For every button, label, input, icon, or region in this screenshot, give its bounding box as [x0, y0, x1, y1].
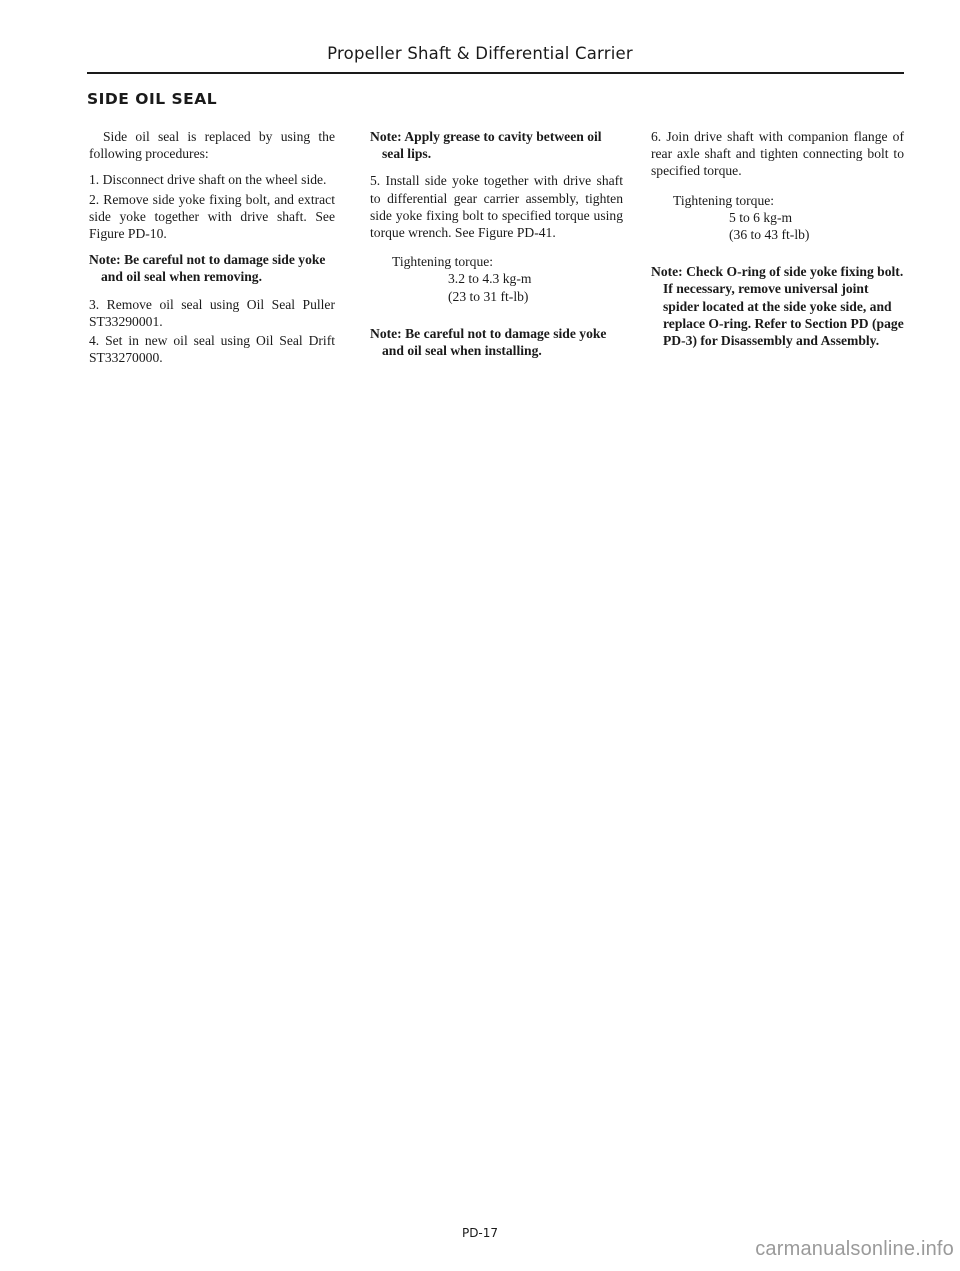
torque-spec-drive-shaft: [651, 192, 904, 244]
watermark-text: carmanualsonline.info: [755, 1238, 954, 1260]
torque-label: Tightening torque:: [392, 254, 494, 270]
page-header: Propeller Shaft & Differential Carrier: [327, 44, 633, 63]
intro-paragraph: Side oil seal is replaced by using the following procedures:: [89, 129, 335, 162]
note-grease: Note: Apply grease to cavity between oil seal lips.: [370, 129, 602, 162]
torque-imperial: (36 to 43 ft-lb): [729, 227, 810, 243]
torque-label: Tightening torque:: [673, 192, 775, 208]
step-1: 1. Disconnect drive shaft on the wheel side.: [89, 172, 327, 188]
column-right: [651, 128, 904, 359]
header-rule: [87, 72, 904, 74]
note-installing: Note: Be careful not to damage side yoke and oil seal when installing.: [370, 325, 607, 359]
step-3: 3. Remove oil seal using Oil Seal Puller ST33290001.: [89, 296, 335, 329]
torque-spec-side-yoke: [370, 253, 623, 305]
page-number: PD-17: [461, 1226, 499, 1240]
torque-imperial: (23 to 31 ft-lb): [448, 288, 529, 304]
note-oring: Note: Check O-ring of side yoke fixing bolt. If necessary, remove universal joint spider located at the side yoke side, and replace O-ring. Refer to Section PD (page PD-3) for Disassembly and Assembly.: [651, 264, 904, 349]
torque-metric: 5 to 6 kg-m: [729, 209, 793, 225]
column-left: [89, 128, 335, 375]
section-title: SIDE OIL SEAL: [87, 90, 218, 108]
note-removing: Note: Be careful not to damage side yoke and oil seal when removing.: [89, 252, 326, 285]
torque-metric: 3.2 to 4.3 kg-m: [448, 271, 532, 287]
step-6: 6. Join drive shaft with companion flange of rear axle shaft and tighten connecting bolt to specified torque.: [651, 129, 904, 179]
step-4: 4. Set in new oil seal using Oil Seal Drift ST33270000.: [89, 333, 335, 366]
column-middle: [370, 128, 623, 369]
step-5: 5. Install side yoke together with drive shaft to differential gear carrier assembly, tighten side yoke fixing bolt to specified torque using torque wrench. See Figure PD-41.: [370, 173, 623, 241]
step-2: 2. Remove side yoke fixing bolt, and extract side yoke together with drive shaft. See Figure PD-10.: [89, 191, 335, 242]
